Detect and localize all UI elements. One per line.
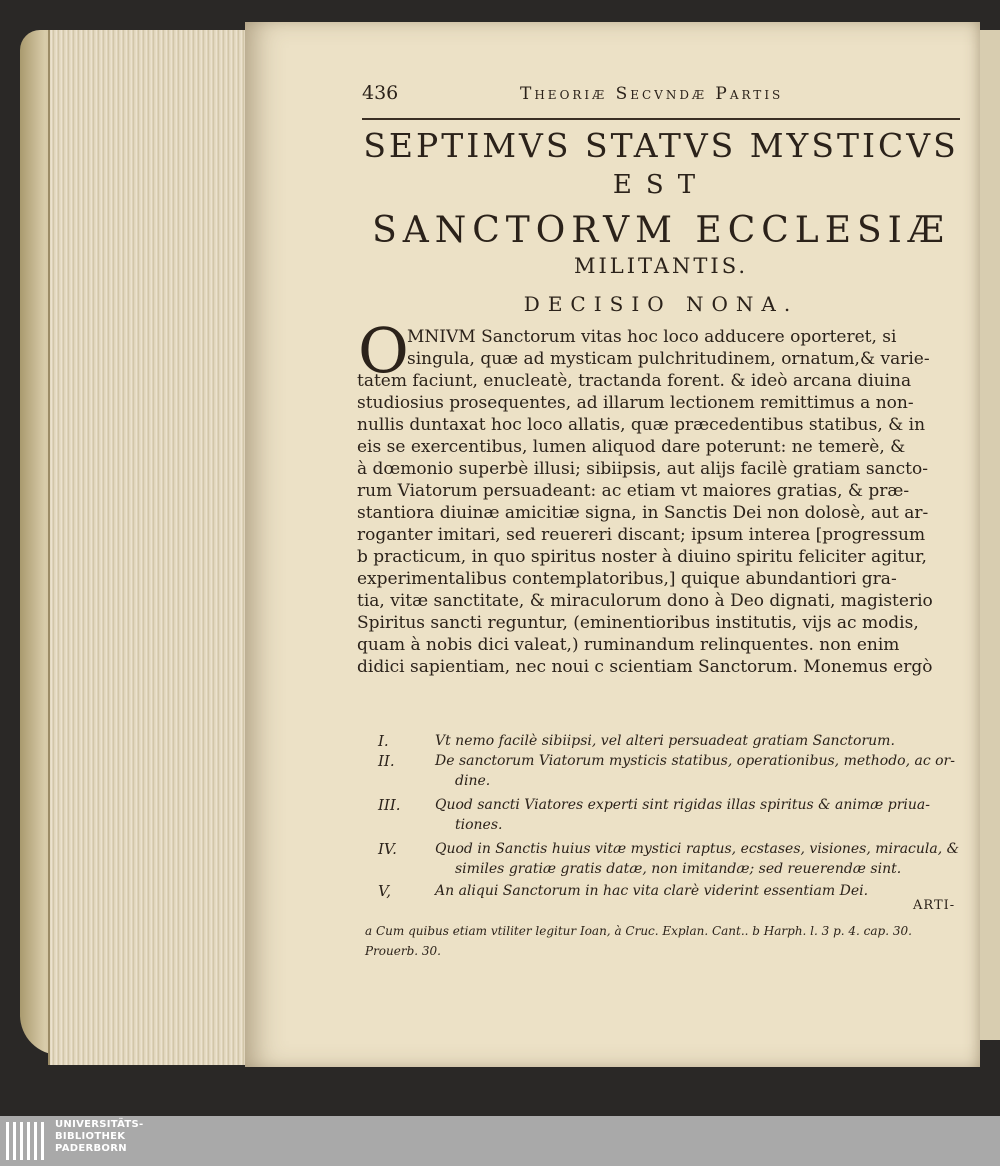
page-number: 436 [362, 82, 399, 104]
body-line: quam à nobis dici valeat,) ruminandum relinquentes. non enim [357, 635, 900, 655]
book-page [245, 22, 980, 1067]
item-number: V, [378, 882, 391, 900]
library-name-line-3: PADERBORN [55, 1143, 127, 1154]
item-text: tiones. [455, 817, 503, 833]
body-line: MNIVM Sanctorum vitas hoc loco adducere oporteret, si [407, 327, 897, 347]
right-page-edge [978, 30, 1000, 1040]
library-logo-icon [4, 1120, 48, 1162]
body-line: eis se exercentibus, lumen aliquod dare poterunt: ne temerè, & [357, 437, 906, 457]
item-number: II. [378, 752, 395, 770]
body-line: b practicum, in quo spiritus noster à diuino spiritu feliciter agitur, [357, 547, 927, 567]
page-edges [48, 30, 250, 1065]
body-line: singula, quæ ad mysticam pulchritudinem, ornatum,& varie- [407, 349, 930, 369]
body-line: tatem faciunt, enucleatè, tractanda forent. & ideò arcana diuina [357, 371, 912, 391]
body-line: rum Viatorum persuadeant: ac etiam vt maiores gratias, & præ- [357, 481, 910, 501]
item-text: Quod sancti Viatores experti sint rigidas illas spiritus & animæ priua- [435, 797, 930, 813]
title-line-4: MILITANTIS. [573, 254, 749, 278]
item-text: De sanctorum Viatorum mysticis statibus, operationibus, methodo, ac or- [435, 753, 955, 769]
body-line: experimentalibus contemplatoribus,] quique abundantiori gra- [357, 569, 897, 589]
library-name-line-1: UNIVERSITÄTS- [55, 1119, 144, 1130]
body-line: Spiritus sancti reguntur, (eminentioribus institutis, vijs ac modis, [357, 613, 919, 633]
item-text: dine. [455, 773, 491, 789]
body-line: didici sapientiam, nec noui c scientiam Sanctorum. Monemus ergò [357, 657, 933, 677]
body-line: tia, vitæ sanctitate, & miraculorum dono à Deo dignati, magisterio [357, 591, 933, 611]
item-text: similes gratiæ gratis datæ, non imitandæ; sed reuerendæ sint. [455, 861, 902, 877]
item-number: III. [378, 796, 401, 814]
item-text: An aliqui Sanctorum in hac vita clarè viderint essentiam Dei. [435, 883, 869, 899]
item-number: I. [378, 732, 389, 750]
title-line-3: SANCTORVM ECCLESIÆ [372, 210, 950, 251]
body-line: stantiora diuinæ amicitiæ signa, in Sanctis Dei non dolosè, aut ar- [357, 503, 929, 523]
catchword: ARTI- [913, 898, 956, 913]
title-line-2: EST [612, 170, 710, 200]
title-line-1: SEPTIMVS STATVS MYSTICVS [363, 126, 959, 165]
body-line: roganter imitari, sed reuereri discant; ipsum interea [progressum [357, 525, 926, 545]
head-rule [362, 118, 960, 120]
item-text: Vt nemo facilè sibiipsi, vel alteri persuadeat gratiam Sanctorum. [435, 733, 895, 749]
drop-cap: O [358, 314, 409, 387]
body-line: à dœmonio superbè illusi; sibiipsis, aut alijs facilè gratiam sancto- [357, 459, 928, 479]
section-heading: DECISIO NONA. [523, 292, 799, 316]
library-banner [0, 1116, 1000, 1166]
running-head: Theoriæ Secvndæ Partis [520, 84, 784, 104]
body-line: nullis duntaxat hoc loco allatis, quæ præcedentibus statibus, & in [357, 415, 926, 435]
item-text: Quod in Sanctis huius vitæ mystici raptus, ecstases, visiones, miracula, & [435, 841, 960, 857]
item-number: IV. [378, 840, 397, 858]
body-line: studiosius prosequentes, ad illarum lectionem remittimus a non- [357, 393, 914, 413]
library-name-line-2: BIBLIOTHEK [55, 1131, 126, 1142]
footnote: a Cum quibus etiam vtiliter legitur Ioan, à Cruc. Explan. Cant.. b Harph. l. 3 p. 4. cap. 30. [365, 924, 912, 938]
footnote: Prouerb. 30. [365, 944, 441, 958]
